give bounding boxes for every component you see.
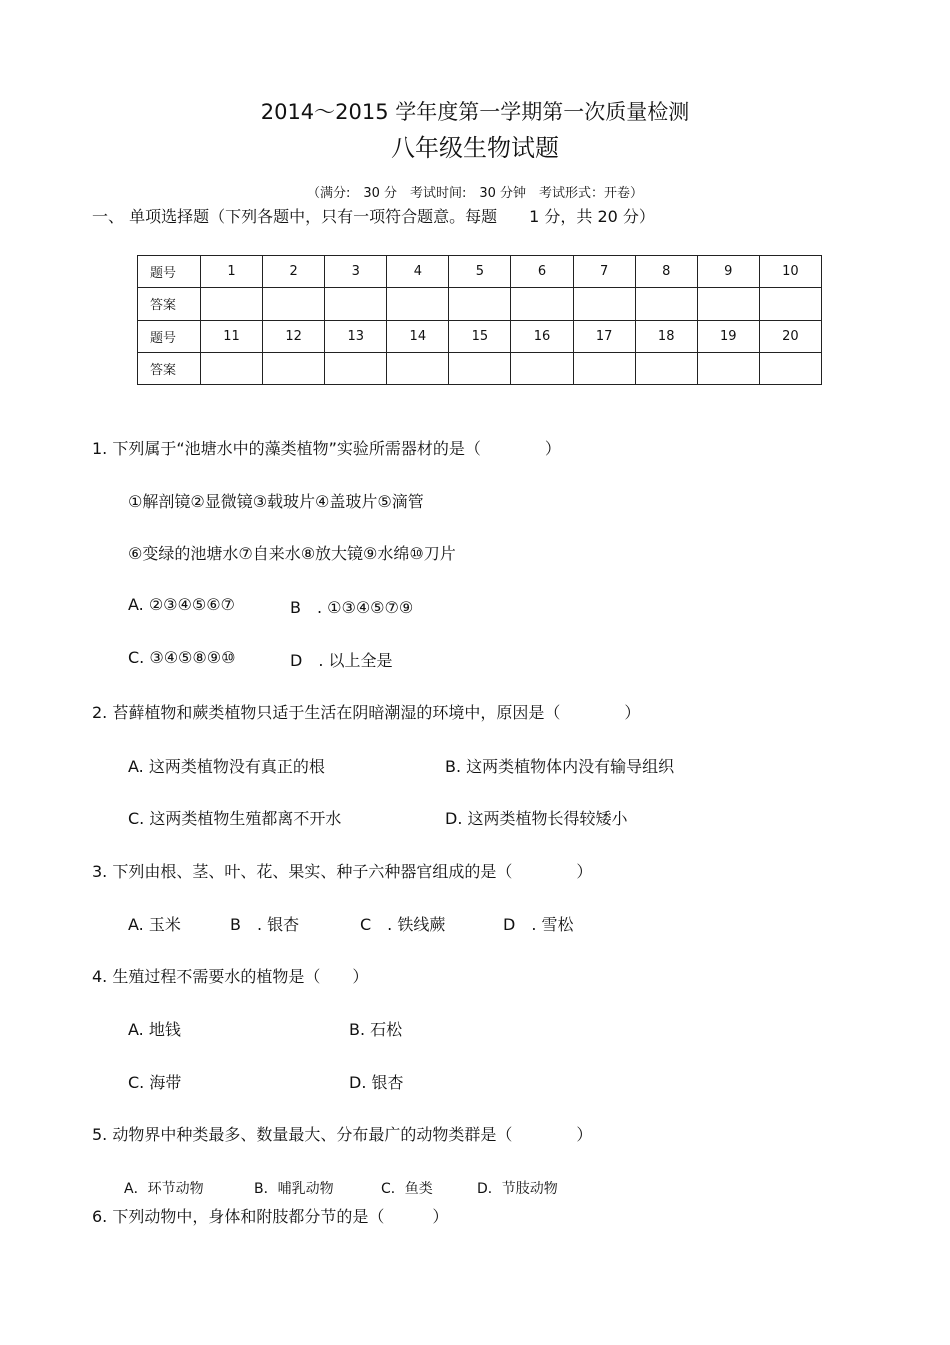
question-number-cell: 18 (635, 320, 697, 352)
question-3-option-d[interactable]: D . 雪松 (503, 915, 574, 934)
question-number-cell: 16 (511, 320, 573, 352)
section-heading: 一、 单项选择题（下列各题中，只有一项符合题意。每题 1 分，共 20 分） (92, 207, 655, 226)
question-3-option-a[interactable]: A. 玉米 (128, 915, 181, 934)
answer-cell[interactable] (263, 288, 325, 320)
question-2-stem: 2. 苔藓植物和蕨类植物只适于生活在阴暗潮湿的环境中，原因是（ ） (92, 703, 641, 722)
answer-cell[interactable] (449, 288, 511, 320)
question-4-option-d[interactable]: D. 银杏 (349, 1073, 404, 1092)
question-number-cell: 1 (201, 256, 263, 288)
question-2-option-b[interactable]: B. 这两类植物体内没有输导组织 (445, 757, 675, 776)
question-number-cell: 12 (263, 320, 325, 352)
question-4-option-b[interactable]: B. 石松 (349, 1020, 403, 1039)
question-6-stem: 6. 下列动物中，身体和附肢都分节的是（ ） (92, 1207, 449, 1226)
answer-cell[interactable] (387, 288, 449, 320)
question-3-stem: 3. 下列由根、茎、叶、花、果实、种子六种器官组成的是（ ） (92, 862, 593, 881)
question-number-cell: 7 (573, 256, 635, 288)
question-5-option-d[interactable]: D．节肢动物 (477, 1181, 558, 1197)
question-number-cell: 17 (573, 320, 635, 352)
answer-cell[interactable] (325, 352, 387, 384)
question-number-cell: 8 (635, 256, 697, 288)
question-number-cell: 13 (325, 320, 387, 352)
question-number-cell: 9 (697, 256, 759, 288)
table-row (138, 320, 822, 352)
question-number-cell: 11 (201, 320, 263, 352)
exam-title: 2014～2015 学年度第一学期第一次质量检测 (260, 100, 690, 124)
question-number-cell: 3 (325, 256, 387, 288)
answer-cell[interactable] (511, 352, 573, 384)
question-5-option-b[interactable]: B．哺乳动物 (254, 1181, 334, 1197)
answer-cell[interactable] (697, 288, 759, 320)
question-2-option-a[interactable]: A. 这两类植物没有真正的根 (128, 757, 325, 776)
answer-cell[interactable] (201, 352, 263, 384)
answer-cell[interactable] (697, 352, 759, 384)
question-4-option-a[interactable]: A. 地钱 (128, 1020, 181, 1039)
row-label: 题号 (138, 256, 201, 288)
question-2-option-c[interactable]: C. 这两类植物生殖都离不开水 (128, 809, 342, 828)
question-1-stem: 1. 下列属于“池塘水中的藻类植物”实验所需器材的是（ ） (92, 439, 561, 458)
question-5-option-a[interactable]: A．环节动物 (124, 1181, 204, 1197)
question-3-option-b[interactable]: B . 银杏 (230, 915, 300, 934)
question-number-cell: 4 (387, 256, 449, 288)
answer-cell[interactable] (573, 288, 635, 320)
question-number-cell: 19 (697, 320, 759, 352)
question-number-cell: 2 (263, 256, 325, 288)
answer-cell[interactable] (635, 288, 697, 320)
row-label: 答案 (138, 288, 201, 320)
row-label: 答案 (138, 352, 201, 384)
exam-info: （满分: 30 分 考试时间: 30 分钟 考试形式：开卷） (306, 186, 644, 201)
question-1-materials-line2: ⑥变绿的池塘水⑦自来水⑧放大镜⑨水绵⑩刀片 (128, 544, 456, 563)
table-row (138, 352, 822, 384)
question-2-option-d[interactable]: D. 这两类植物长得较矮小 (445, 809, 628, 828)
question-5-stem: 5. 动物界中种类最多、数量最大、分布最广的动物类群是（ ） (92, 1125, 593, 1144)
question-number-cell: 5 (449, 256, 511, 288)
answer-cell[interactable] (325, 288, 387, 320)
question-1-option-b[interactable]: B . ①③④⑤⑦⑨ (290, 598, 414, 617)
answer-cell[interactable] (573, 352, 635, 384)
question-1-option-c[interactable]: C. ③④⑤⑧⑨⑩ (128, 648, 236, 667)
question-4-stem: 4. 生殖过程不需要水的植物是（ ） (92, 967, 369, 986)
question-1-option-a[interactable]: A. ②③④⑤⑥⑦ (128, 595, 235, 614)
question-number-cell: 10 (759, 256, 821, 288)
answer-cell[interactable] (511, 288, 573, 320)
answer-cell[interactable] (387, 352, 449, 384)
answer-cell[interactable] (759, 288, 821, 320)
question-3-option-c[interactable]: C . 铁线蕨 (360, 915, 446, 934)
question-number-cell: 6 (511, 256, 573, 288)
answer-cell[interactable] (759, 352, 821, 384)
answer-cell[interactable] (449, 352, 511, 384)
question-number-cell: 14 (387, 320, 449, 352)
question-1-option-d[interactable]: D . 以上全是 (290, 651, 393, 670)
question-number-cell: 20 (759, 320, 821, 352)
table-row (138, 256, 822, 288)
question-5-option-c[interactable]: C．鱼类 (381, 1181, 433, 1197)
exam-subtitle: 八年级生物试题 (391, 134, 559, 162)
answer-cell[interactable] (635, 352, 697, 384)
answer-cell[interactable] (263, 352, 325, 384)
question-4-option-c[interactable]: C. 海带 (128, 1073, 182, 1092)
answer-table (137, 255, 822, 385)
table-row (138, 288, 822, 320)
row-label: 题号 (138, 320, 201, 352)
question-1-materials-line1: ①解剖镜②显微镜③载玻片④盖玻片⑤滴管 (128, 492, 424, 511)
answer-cell[interactable] (201, 288, 263, 320)
question-number-cell: 15 (449, 320, 511, 352)
